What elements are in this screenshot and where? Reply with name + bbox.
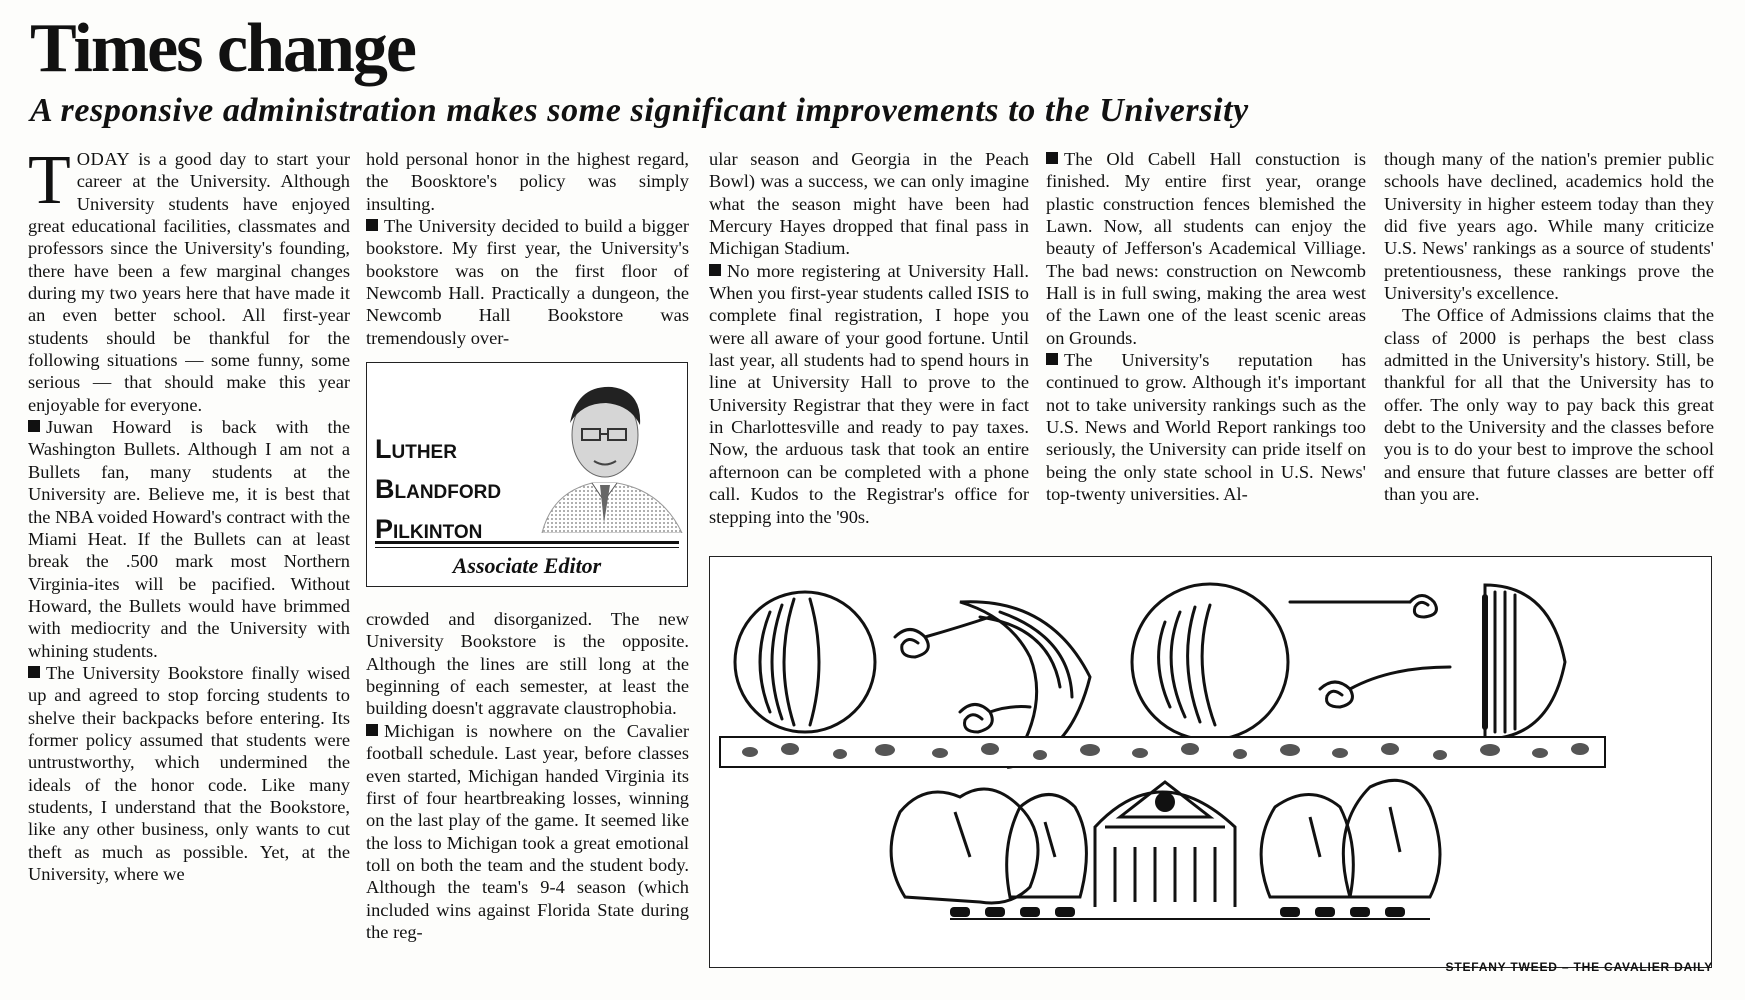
swirl-icon xyxy=(895,630,928,658)
bullet-icon xyxy=(366,219,378,231)
item-bookstore-text: The University decided to build a bigger bookstore. My first year, the University's bookstore was on the first floor of Newcomb Hall. Practically a dungeon, the Newcomb Hall Bookstore was tremendously over- xyxy=(366,216,689,348)
lead-text: is a good day to start your career at the University. Although University students have enjoyed great educational facilities, classmates and professors since the University's founding, there have been a few marginal changes during my two years here that have made it an even better school. All first-year students should be thankful for the following situations — some funny, some serious — that should make this year enjoyable for everyone. xyxy=(28,149,350,415)
item-howard-text: Juwan Howard is back with the Washington Bullets. Although I am not a Bullets fan, many students at the University are. Believe me, it is best that the NBA voided Howard's contract with the Miami Heat. If the Bullets can at least break the .500 mark most Northern Virginia-ites will be pacified. Without Howard, the Bullets would have brimmed with mediocrity and the University with whining students. xyxy=(28,417,351,661)
bullet-icon xyxy=(709,264,721,276)
item-backpacks-continued: hold personal honor in the highest regard, the Boosktore's policy was simply insulting. xyxy=(366,149,689,214)
tree-icon xyxy=(891,789,1038,903)
ball-icon xyxy=(735,592,875,732)
drop-cap: T xyxy=(28,142,71,219)
item-registration-text: No more registering at University Hall. When you first-year students called ISIS to complete final registration, I hope you were all aware of your good fortune. Until last year, all students had to spend hours in line at University Hall to prove to the University Registrar that they were in fact in Charlottesville and ready to pay taxes. Now, the arduous task that took an entire afternoon can be completed with a phone call. Kudos to the Registrar's office for stepping into the '90s. xyxy=(709,260,1029,527)
swirl-icon xyxy=(1410,596,1436,618)
half-ball-icon xyxy=(1485,585,1565,739)
column-5 xyxy=(1384,148,1714,506)
item-backpacks xyxy=(28,662,350,885)
tree-icon xyxy=(1343,780,1440,897)
item-michigan-text: Michigan is nowhere on the Cavalier football schedule. Last year, before classes even started, Michigan handed Virginia its first of four heartbreaking losses, winning on the last play of the game. It seemed like the loss to Michigan took a great emotional toll on both the team and the student body. Although the team's 9-4 season (which included wins against Florida State during the reg- xyxy=(366,720,689,942)
bullet-icon xyxy=(28,666,40,678)
illustration xyxy=(709,556,1712,968)
pebble-band xyxy=(720,737,1605,767)
subheadline: A responsive administration makes some significant improvements to the University xyxy=(30,92,1249,129)
column-4 xyxy=(1046,148,1366,506)
swirl-icon xyxy=(960,705,992,733)
headline: Times change xyxy=(30,10,415,87)
item-backpacks-text: The University Bookstore finally wised up and agreed to stop forcing students to shelve their backpacks before entering. Its former policy assumed that students were untrustworthy, which undermined the ideals of the honor code. Like many students, I understand that the Bookstore, like any other business, only wants to cut theft as much as possible. Yet, at the University, where we xyxy=(28,662,350,884)
columnist-last-name: Pilkinton xyxy=(375,514,483,544)
tree-icon xyxy=(1261,795,1353,898)
tree-icon xyxy=(1007,795,1087,898)
item-admissions: The Office of Admissions claims that the class of 2000 is perhaps the best class admitted in the University's history. Still, be thankful for all that the University has to offer. The only way to pay back this great debt to the University and the classes before you is to do your best to improve the school and ensure that future classes are better off than you are. xyxy=(1384,305,1714,505)
item-bookstore-continued: crowded and disorganized. The new University Bookstore is the opposite. Although the lines are still long at the beginning of each semester, at least the building doesn't aggravate claustrophobia. xyxy=(366,609,689,719)
lead-paragraph xyxy=(28,142,350,416)
columnist-role: Associate Editor xyxy=(452,553,602,578)
bullet-icon xyxy=(366,724,378,736)
columnist-first-name: Luther xyxy=(375,434,457,464)
bullet-icon xyxy=(28,420,40,432)
item-cabell-hall xyxy=(1046,148,1366,349)
item-michigan xyxy=(366,720,689,943)
item-cabell-hall-text: The Old Cabell Hall constuction is finished. My entire first year, orange plastic construction fences blemished the Lawn. Now, all students can enjoy the beauty of Jefferson's Academical Villiage. The bad news: construction on Newcomb Hall is in full swing, making the area west of the Lawn one of the least scenic areas on Grounds. xyxy=(1046,149,1366,348)
column-3 xyxy=(709,148,1029,528)
columnist-middle-name: Blandford xyxy=(375,474,502,504)
item-reputation-text: The University's reputation has continued to grow. Although it's important not to take university rankings such as the U.S. News and World Report rankings too seriously, the University can pride itself on being the only state school in U.S. News' top-twenty universities. Al- xyxy=(1046,350,1366,505)
bullet-icon xyxy=(1046,353,1058,365)
columnist-photo xyxy=(522,373,687,533)
bullet-icon xyxy=(1046,152,1058,164)
illustration-drawing xyxy=(710,557,1710,967)
columnist-rule xyxy=(375,541,679,544)
column-1 xyxy=(28,142,351,885)
item-bookstore xyxy=(366,215,689,349)
item-howard xyxy=(28,416,350,662)
columnist-rule-thin xyxy=(375,547,679,548)
item-registration xyxy=(709,260,1029,528)
lead-first-word: ODAY xyxy=(76,149,131,169)
swirl-icon xyxy=(1320,682,1352,707)
columnist-name xyxy=(375,429,501,549)
illustration-credit: STEFANY TWEED – THE CAVALIER DAILY xyxy=(1445,960,1713,974)
item-michigan-continued: ular season and Georgia in the Peach Bowl) was a success, we can only imagine what the season might have been had Mercury Hayes dropped that final pass in Michigan Stadium. xyxy=(709,149,1029,259)
item-reputation xyxy=(1046,349,1366,505)
columnist-box xyxy=(366,362,688,587)
item-reputation-continued: though many of the nation's premier public schools have declined, academics hold the University in higher esteem today than they did five years ago. While many criticize U.S. News' rankings as a source of students' pretentiousness, these rankings prove the University's excellence. xyxy=(1384,149,1714,304)
